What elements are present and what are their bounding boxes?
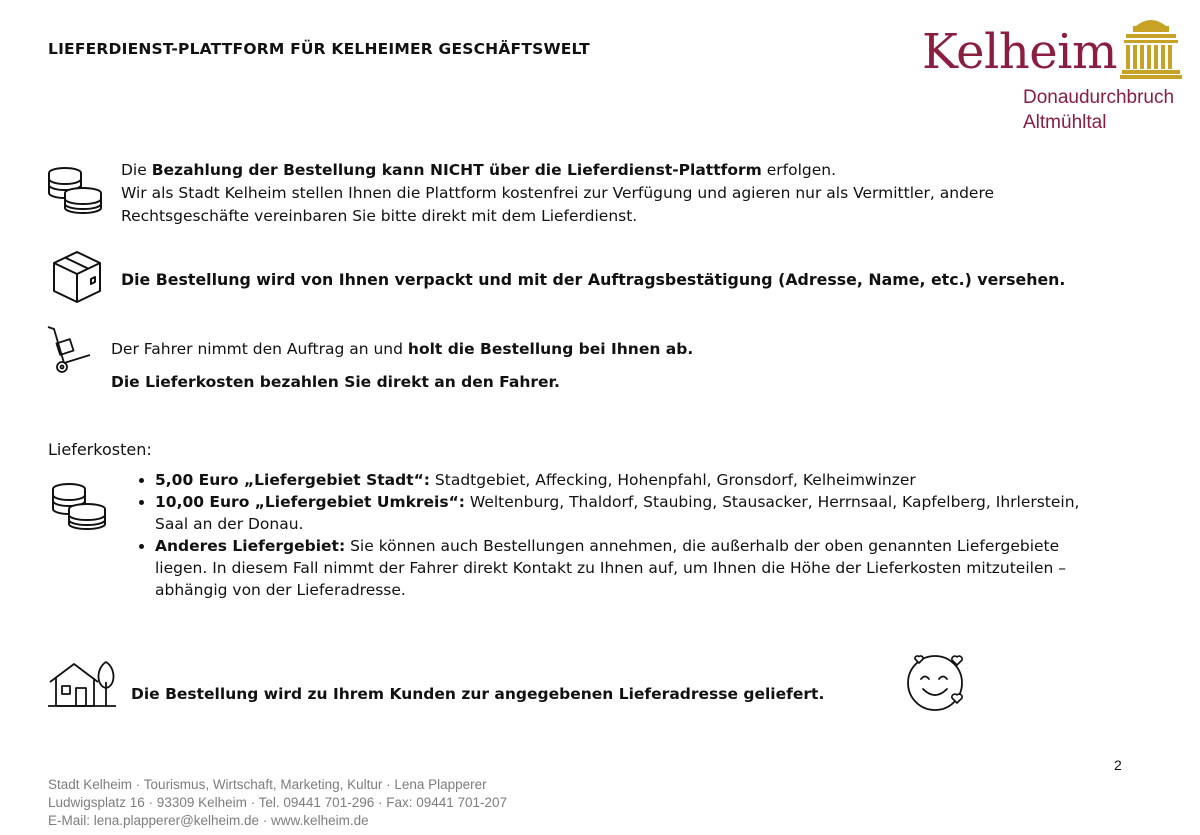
pickup-text: Der Fahrer nimmt den Auftrag an und holt die Bestellung bei Ihnen ab. Die Lieferkosten bezahlen Sie direkt an den Fahrer. [111, 340, 694, 391]
delivery-text: Die Bestellung wird zu Ihrem Kunden zur angegebenen Lieferadresse geliefert. [131, 685, 825, 703]
footer [48, 776, 507, 830]
list-item: • 5,00 Euro „Liefergebiet Stadt“: Stadtgebiet, Affecking, Hohenpfahl, Gronsdorf, Kelheimwinzer [155, 469, 1115, 491]
coins-icon [43, 165, 105, 217]
befreiungshalle-icon [1118, 12, 1184, 80]
payment-text: Die Bezahlung der Bestellung kann NICHT über die Lieferdienst-Plattform erfolgen. Wir als Stadt Kelheim stellen Ihnen die Plattform kostenfrei zur Verfügung und agieren nur als Vermittler, andere Rechtsgeschäfte vereinbaren Sie bitte direkt mit dem Lieferdienst. [121, 161, 995, 225]
hand-truck-icon [44, 323, 96, 375]
page-title: LIEFERDIENST-PLATTFORM FÜR KELHEIMER GESCHÄFTSWELT [48, 40, 590, 58]
footer-line-1: Stadt Kelheim · Tourismus, Wirtschaft, Marketing, Kultur · Lena Plapperer [48, 777, 487, 792]
logo-subtitle-1: Donaudurchbruch [1023, 87, 1175, 108]
package-box-icon [51, 249, 103, 305]
logo-subtitle-2: Altmühltal [1023, 112, 1107, 133]
page-number: 2 [1114, 757, 1122, 773]
list-item: • Anderes Liefergebiet: Sie können auch Bestellungen annehmen, die außerhalb der oben genannten Liefergebiete liegen. In diesem Fall nimmt der Fahrer direkt Kontakt zu Ihnen auf, um Ihnen die Höhe der Lieferkosten mitzuteilen – abhängig von der Lieferadresse. [155, 535, 1115, 601]
list-item: • 10,00 Euro „Liefergebiet Umkreis“: Weltenburg, Thaldorf, Staubing, Stausacker, Herrnsaal, Kapfelberg, Ihrlerstein, Saal an der Donau. [155, 491, 1115, 535]
package-text: Die Bestellung wird von Ihnen verpackt und mit der Auftragsbestätigung (Adresse, Name, etc.) versehen. [121, 270, 1066, 289]
costs-title: Lieferkosten: [48, 440, 152, 459]
footer-line-2: Ludwigsplatz 16 · 93309 Kelheim · Tel. 09441 701-296 · Fax: 09441 701-207 [48, 795, 508, 810]
costs-list [122, 469, 1115, 601]
footer-line-3: E-Mail: lena.plapperer@kelheim.de · www.kelheim.de [48, 813, 369, 828]
smiley-hearts-icon [905, 651, 969, 711]
house-tree-icon [48, 658, 116, 710]
logo-name: Kelheim [922, 24, 1118, 80]
coins-icon [47, 481, 109, 533]
